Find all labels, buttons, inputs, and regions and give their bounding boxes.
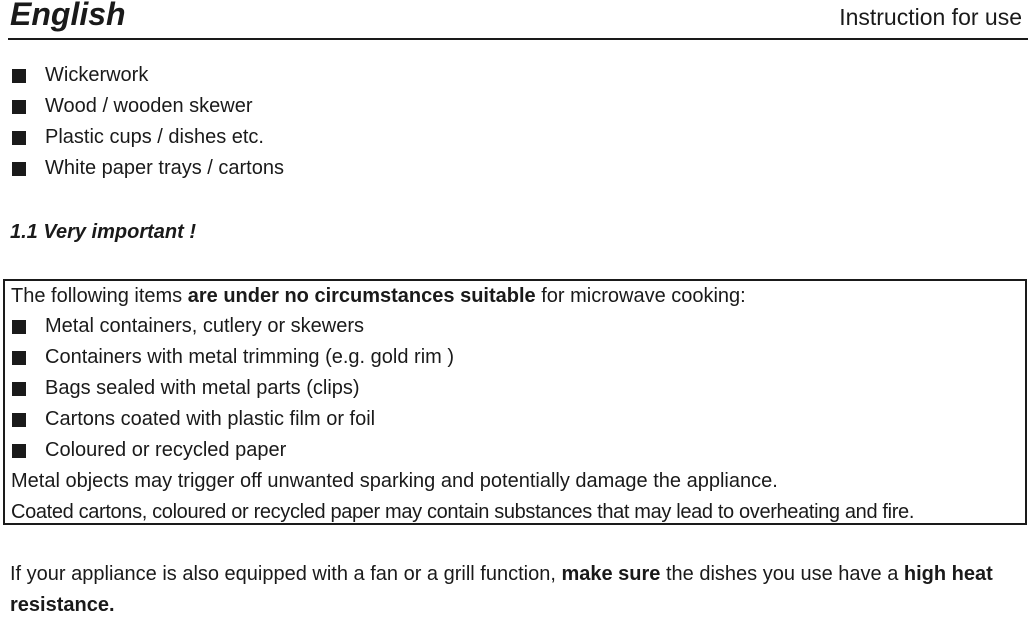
section-heading: 1.1 Very important ! bbox=[10, 221, 196, 243]
square-bullet-icon bbox=[12, 162, 26, 176]
footer-emphasis: make sure bbox=[561, 563, 661, 585]
warning-intro-end: for microwave cooking: bbox=[535, 285, 746, 307]
list-item-text: Containers with metal trimming (e.g. gold rim ) bbox=[45, 346, 455, 368]
list-item-text: Cartons coated with plastic film or foil bbox=[45, 408, 376, 430]
page-header bbox=[8, 0, 1028, 40]
list-item bbox=[12, 122, 284, 153]
document-title: Instruction for use bbox=[839, 4, 1022, 30]
warning-box bbox=[3, 279, 1027, 525]
footer-text: If your appliance is also equipped with a fan or a grill function, bbox=[10, 563, 562, 585]
suitable-items-list bbox=[12, 60, 284, 184]
metal-warning-note: Metal objects may trigger off unwanted sparking and potentially damage the appliance. bbox=[11, 470, 778, 492]
carton-warning-note: Coated cartons, coloured or recycled paper may contain substances that may lead to overheating and fire. bbox=[11, 501, 915, 523]
square-bullet-icon bbox=[12, 131, 26, 145]
warning-intro-text: The following items bbox=[11, 285, 188, 307]
warning-intro-emphasis: are under no circumstances suitable bbox=[187, 285, 536, 307]
list-item-text: Wickerwork bbox=[45, 64, 149, 86]
list-item bbox=[12, 404, 454, 435]
heat-resistance-note bbox=[10, 559, 1025, 621]
list-item bbox=[12, 435, 454, 466]
unsuitable-items-list bbox=[12, 311, 454, 466]
list-item bbox=[12, 342, 454, 373]
square-bullet-icon bbox=[12, 320, 26, 334]
square-bullet-icon bbox=[12, 100, 26, 114]
language-title: English bbox=[10, 0, 126, 32]
list-item-text: Bags sealed with metal parts (clips) bbox=[45, 377, 360, 399]
list-item bbox=[12, 91, 284, 122]
list-item bbox=[12, 60, 284, 91]
list-item bbox=[12, 373, 454, 404]
list-item-text: Metal containers, cutlery or skewers bbox=[45, 315, 365, 337]
square-bullet-icon bbox=[12, 444, 26, 458]
square-bullet-icon bbox=[12, 351, 26, 365]
list-item bbox=[12, 311, 454, 342]
warning-intro bbox=[11, 281, 746, 311]
list-item-text: Plastic cups / dishes etc. bbox=[45, 126, 264, 148]
footer-text: the dishes you use have a bbox=[660, 563, 904, 585]
list-item-text: White paper trays / cartons bbox=[45, 157, 284, 179]
square-bullet-icon bbox=[12, 69, 26, 83]
square-bullet-icon bbox=[12, 413, 26, 427]
list-item-text: Coloured or recycled paper bbox=[45, 439, 287, 461]
footer-emphasis: high heat resistance. bbox=[10, 563, 993, 616]
square-bullet-icon bbox=[12, 382, 26, 396]
list-item bbox=[12, 153, 284, 184]
list-item-text: Wood / wooden skewer bbox=[45, 95, 253, 117]
